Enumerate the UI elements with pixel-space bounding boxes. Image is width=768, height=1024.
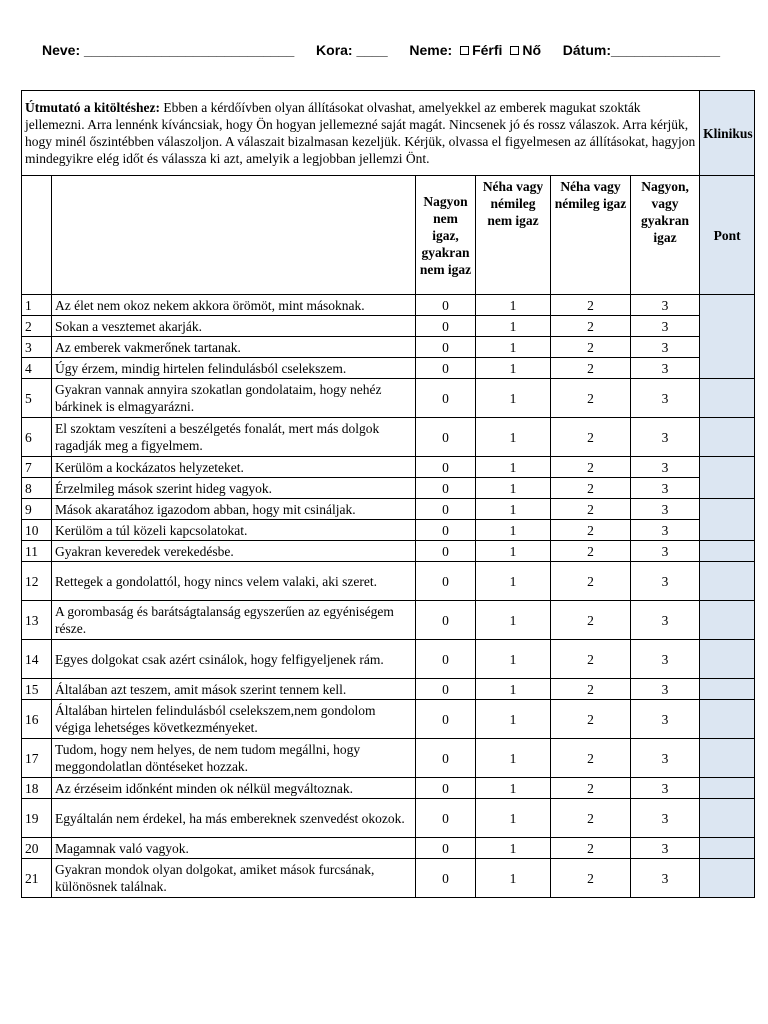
- question-text: Rettegek a gondolattól, hogy nincs velem valaki, aki szeret.: [52, 562, 416, 601]
- answer-option-0[interactable]: 0: [416, 799, 476, 838]
- answer-option-0[interactable]: 0: [416, 739, 476, 778]
- answer-option-2[interactable]: 2: [551, 337, 631, 358]
- question-text: Magamnak való vagyok.: [52, 838, 416, 859]
- score-cell[interactable]: [700, 838, 755, 859]
- question-text: Az érzéseim időnként minden ok nélkül megváltoznak.: [52, 778, 416, 799]
- question-number: 12: [22, 562, 52, 601]
- answer-option-0[interactable]: 0: [416, 640, 476, 679]
- question-text: Kerülöm a túl közeli kapcsolatokat.: [52, 520, 416, 541]
- score-cell[interactable]: [700, 379, 755, 418]
- answer-header-3: Nagyon, vagy gyakran igaz: [631, 176, 700, 295]
- question-row: [22, 799, 755, 838]
- question-row: [22, 838, 755, 859]
- question-number: 21: [22, 859, 52, 898]
- answer-option-3[interactable]: 3: [631, 838, 700, 859]
- score-cell[interactable]: [700, 562, 755, 601]
- answer-option-3[interactable]: 3: [631, 379, 700, 418]
- answer-option-2[interactable]: 2: [551, 295, 631, 316]
- answer-option-3[interactable]: 3: [631, 418, 700, 457]
- answer-option-3[interactable]: 3: [631, 601, 700, 640]
- answer-option-3[interactable]: 3: [631, 562, 700, 601]
- name-field[interactable]: Neve: ___________________________: [42, 42, 295, 58]
- score-cell[interactable]: [700, 541, 755, 562]
- answer-option-3[interactable]: 3: [631, 358, 700, 379]
- form-header: [42, 42, 742, 66]
- score-cell[interactable]: [700, 640, 755, 679]
- questionnaire-table: [21, 90, 755, 898]
- answer-option-2[interactable]: 2: [551, 520, 631, 541]
- answer-option-0[interactable]: 0: [416, 679, 476, 700]
- question-number: 4: [22, 358, 52, 379]
- answer-option-0[interactable]: 0: [416, 478, 476, 499]
- column-header-row: [22, 176, 755, 295]
- answer-option-1[interactable]: 1: [476, 859, 551, 898]
- answer-option-1[interactable]: 1: [476, 337, 551, 358]
- score-cell[interactable]: [700, 679, 755, 700]
- question-row: [22, 562, 755, 601]
- answer-option-3[interactable]: 3: [631, 541, 700, 562]
- answer-option-3[interactable]: 3: [631, 337, 700, 358]
- answer-option-2[interactable]: 2: [551, 700, 631, 739]
- answer-option-3[interactable]: 3: [631, 799, 700, 838]
- question-text: Tudom, hogy nem helyes, de nem tudom megállni, hogy meggondolatlan döntéseket hozzak.: [52, 739, 416, 778]
- instructions-row: [22, 91, 755, 176]
- question-text: Egyes dolgokat csak azért csinálok, hogy felfigyeljenek rám.: [52, 640, 416, 679]
- answer-option-1[interactable]: 1: [476, 640, 551, 679]
- question-number: 13: [22, 601, 52, 640]
- question-row: [22, 541, 755, 562]
- question-text: Úgy érzem, mindig hirtelen felindulásból cselekszem.: [52, 358, 416, 379]
- question-text: A gorombaság és barátságtalanság egyszerűen az egyéniségem része.: [52, 601, 416, 640]
- answer-option-3[interactable]: 3: [631, 520, 700, 541]
- sex-label: Neme:: [409, 42, 453, 58]
- male-label: Férfi: [472, 42, 503, 58]
- score-cell[interactable]: [700, 739, 755, 778]
- answer-option-1[interactable]: 1: [476, 295, 551, 316]
- score-header: Pont: [700, 176, 755, 295]
- question-text: Gyakran keveredek verekedésbe.: [52, 541, 416, 562]
- score-cell[interactable]: [700, 799, 755, 838]
- answer-option-3[interactable]: 3: [631, 700, 700, 739]
- answer-option-1[interactable]: 1: [476, 478, 551, 499]
- question-row: [22, 499, 755, 520]
- answer-option-3[interactable]: 3: [631, 778, 700, 799]
- answer-option-2[interactable]: 2: [551, 838, 631, 859]
- question-number: 3: [22, 337, 52, 358]
- answer-option-0[interactable]: 0: [416, 337, 476, 358]
- answer-option-2[interactable]: 2: [551, 541, 631, 562]
- question-row: [22, 640, 755, 679]
- question-row: [22, 478, 755, 499]
- answer-option-3[interactable]: 3: [631, 859, 700, 898]
- answer-option-1[interactable]: 1: [476, 679, 551, 700]
- answer-option-3[interactable]: 3: [631, 499, 700, 520]
- score-cell[interactable]: [700, 778, 755, 799]
- answer-option-2[interactable]: 2: [551, 679, 631, 700]
- answer-option-3[interactable]: 3: [631, 295, 700, 316]
- score-cell[interactable]: [700, 295, 755, 379]
- male-checkbox[interactable]: [460, 46, 469, 55]
- question-text: Gyakran vannak annyira szokatlan gondolataim, hogy nehéz bárkinek is elmagyarázni.: [52, 379, 416, 418]
- answer-option-0[interactable]: 0: [416, 838, 476, 859]
- answer-option-1[interactable]: 1: [476, 379, 551, 418]
- question-number: 15: [22, 679, 52, 700]
- question-number: 9: [22, 499, 52, 520]
- question-row: [22, 859, 755, 898]
- question-row: [22, 316, 755, 337]
- answer-option-1[interactable]: 1: [476, 739, 551, 778]
- instructions-title: Útmutató a kitöltéshez:: [25, 100, 160, 115]
- answer-option-0[interactable]: 0: [416, 295, 476, 316]
- answer-header-2: Néha vagy némileg igaz: [551, 176, 631, 295]
- answer-option-1[interactable]: 1: [476, 358, 551, 379]
- question-row: [22, 520, 755, 541]
- answer-option-0[interactable]: 0: [416, 379, 476, 418]
- question-number: 6: [22, 418, 52, 457]
- question-number: 16: [22, 700, 52, 739]
- question-number: 7: [22, 457, 52, 478]
- answer-option-0[interactable]: 0: [416, 316, 476, 337]
- question-text: Az emberek vakmerőnek tartanak.: [52, 337, 416, 358]
- date-field[interactable]: Dátum:______________: [562, 42, 721, 58]
- answer-option-0[interactable]: 0: [416, 457, 476, 478]
- answer-header-1: Néha vagy némileg nem igaz: [476, 176, 551, 295]
- answer-header-0: Nagyon nem igaz, gyakran nem igaz: [416, 176, 476, 295]
- question-text: Egyáltalán nem érdekel, ha más embereknek szenvedést okozok.: [52, 799, 416, 838]
- answer-option-0[interactable]: 0: [416, 499, 476, 520]
- age-field[interactable]: Kora: ____: [316, 42, 388, 58]
- answer-option-1[interactable]: 1: [476, 457, 551, 478]
- question-text: Általában hirtelen felindulásból cselekszem,nem gondolom végiga lehetséges következményeket.: [52, 700, 416, 739]
- question-row: [22, 778, 755, 799]
- answer-option-0[interactable]: 0: [416, 358, 476, 379]
- answer-option-1[interactable]: 1: [476, 541, 551, 562]
- answer-option-2[interactable]: 2: [551, 379, 631, 418]
- answer-option-2[interactable]: 2: [551, 640, 631, 679]
- answer-option-3[interactable]: 3: [631, 679, 700, 700]
- answer-option-2[interactable]: 2: [551, 859, 631, 898]
- question-number: 17: [22, 739, 52, 778]
- question-number: 2: [22, 316, 52, 337]
- question-number: 20: [22, 838, 52, 859]
- answer-option-0[interactable]: 0: [416, 601, 476, 640]
- score-cell[interactable]: [700, 418, 755, 457]
- answer-option-2[interactable]: 2: [551, 601, 631, 640]
- question-row: [22, 379, 755, 418]
- answer-option-1[interactable]: 1: [476, 499, 551, 520]
- clinician-header: Klinikus: [700, 91, 755, 176]
- question-number: 8: [22, 478, 52, 499]
- answer-option-1[interactable]: 1: [476, 520, 551, 541]
- question-number: 18: [22, 778, 52, 799]
- answer-option-1[interactable]: 1: [476, 601, 551, 640]
- answer-option-1[interactable]: 1: [476, 418, 551, 457]
- answer-option-3[interactable]: 3: [631, 457, 700, 478]
- answer-option-0[interactable]: 0: [416, 541, 476, 562]
- question-number: 5: [22, 379, 52, 418]
- score-cell[interactable]: [700, 457, 755, 499]
- score-cell[interactable]: [700, 859, 755, 898]
- question-text: Kerülöm a kockázatos helyzeteket.: [52, 457, 416, 478]
- question-text: Érzelmileg mások szerint hideg vagyok.: [52, 478, 416, 499]
- question-number: 14: [22, 640, 52, 679]
- question-row: [22, 358, 755, 379]
- answer-option-0[interactable]: 0: [416, 520, 476, 541]
- question-text: Mások akaratához igazodom abban, hogy mit csináljak.: [52, 499, 416, 520]
- question-text: Az élet nem okoz nekem akkora örömöt, mint másoknak.: [52, 295, 416, 316]
- instructions-cell: [22, 91, 700, 176]
- answer-option-3[interactable]: 3: [631, 640, 700, 679]
- score-cell[interactable]: [700, 601, 755, 640]
- question-row: [22, 457, 755, 478]
- question-number: 19: [22, 799, 52, 838]
- answer-option-2[interactable]: 2: [551, 457, 631, 478]
- answer-option-0[interactable]: 0: [416, 418, 476, 457]
- answer-option-1[interactable]: 1: [476, 700, 551, 739]
- answer-option-1[interactable]: 1: [476, 799, 551, 838]
- question-row: [22, 337, 755, 358]
- question-row: [22, 295, 755, 316]
- answer-option-1[interactable]: 1: [476, 316, 551, 337]
- answer-option-0[interactable]: 0: [416, 700, 476, 739]
- answer-option-1[interactable]: 1: [476, 838, 551, 859]
- question-row: [22, 700, 755, 739]
- question-number: 11: [22, 541, 52, 562]
- number-header: [22, 176, 52, 295]
- answer-option-2[interactable]: 2: [551, 799, 631, 838]
- statement-header: [52, 176, 416, 295]
- female-label: Nő: [522, 42, 541, 58]
- question-number: 10: [22, 520, 52, 541]
- question-text: El szoktam veszíteni a beszélgetés fonalát, mert más dolgok ragadják meg a figyelmem.: [52, 418, 416, 457]
- answer-option-2[interactable]: 2: [551, 478, 631, 499]
- female-checkbox[interactable]: [510, 46, 519, 55]
- answer-option-1[interactable]: 1: [476, 562, 551, 601]
- answer-option-3[interactable]: 3: [631, 316, 700, 337]
- question-row: [22, 601, 755, 640]
- answer-option-2[interactable]: 2: [551, 418, 631, 457]
- question-row: [22, 679, 755, 700]
- score-cell[interactable]: [700, 499, 755, 541]
- answer-option-2[interactable]: 2: [551, 562, 631, 601]
- answer-option-2[interactable]: 2: [551, 499, 631, 520]
- answer-option-3[interactable]: 3: [631, 739, 700, 778]
- question-text: Sokan a vesztemet akarják.: [52, 316, 416, 337]
- answer-option-1[interactable]: 1: [476, 778, 551, 799]
- answer-option-2[interactable]: 2: [551, 358, 631, 379]
- answer-option-2[interactable]: 2: [551, 778, 631, 799]
- question-text: Gyakran mondok olyan dolgokat, amiket mások furcsának, különösnek találnak.: [52, 859, 416, 898]
- score-cell[interactable]: [700, 700, 755, 739]
- answer-option-2[interactable]: 2: [551, 739, 631, 778]
- answer-option-0[interactable]: 0: [416, 859, 476, 898]
- answer-option-0[interactable]: 0: [416, 778, 476, 799]
- question-row: [22, 418, 755, 457]
- answer-option-3[interactable]: 3: [631, 478, 700, 499]
- instructions-text: Ebben a kérdőívben olyan állításokat olvashat, amelyekkel az emberek magukat szokták jellemezni. Arra lennénk kíváncsiak, hogy Ön hogyan jellemezné saját magát. Nincsenek jó és rossz válaszok. Arra kérjük, hogy minél őszintébben válaszoljon. A válaszait bizalmasan kezeljük. Kérjük, olvassa el figyelmesen az állításokat, hagyjon mindegyikre elég időt és válassza ki azt, amelyik a legjobban jellemzi Önt.: [25, 100, 696, 166]
- answer-option-0[interactable]: 0: [416, 562, 476, 601]
- question-text: Általában azt teszem, amit mások szerint tennem kell.: [52, 679, 416, 700]
- question-number: 1: [22, 295, 52, 316]
- question-row: [22, 739, 755, 778]
- answer-option-2[interactable]: 2: [551, 316, 631, 337]
